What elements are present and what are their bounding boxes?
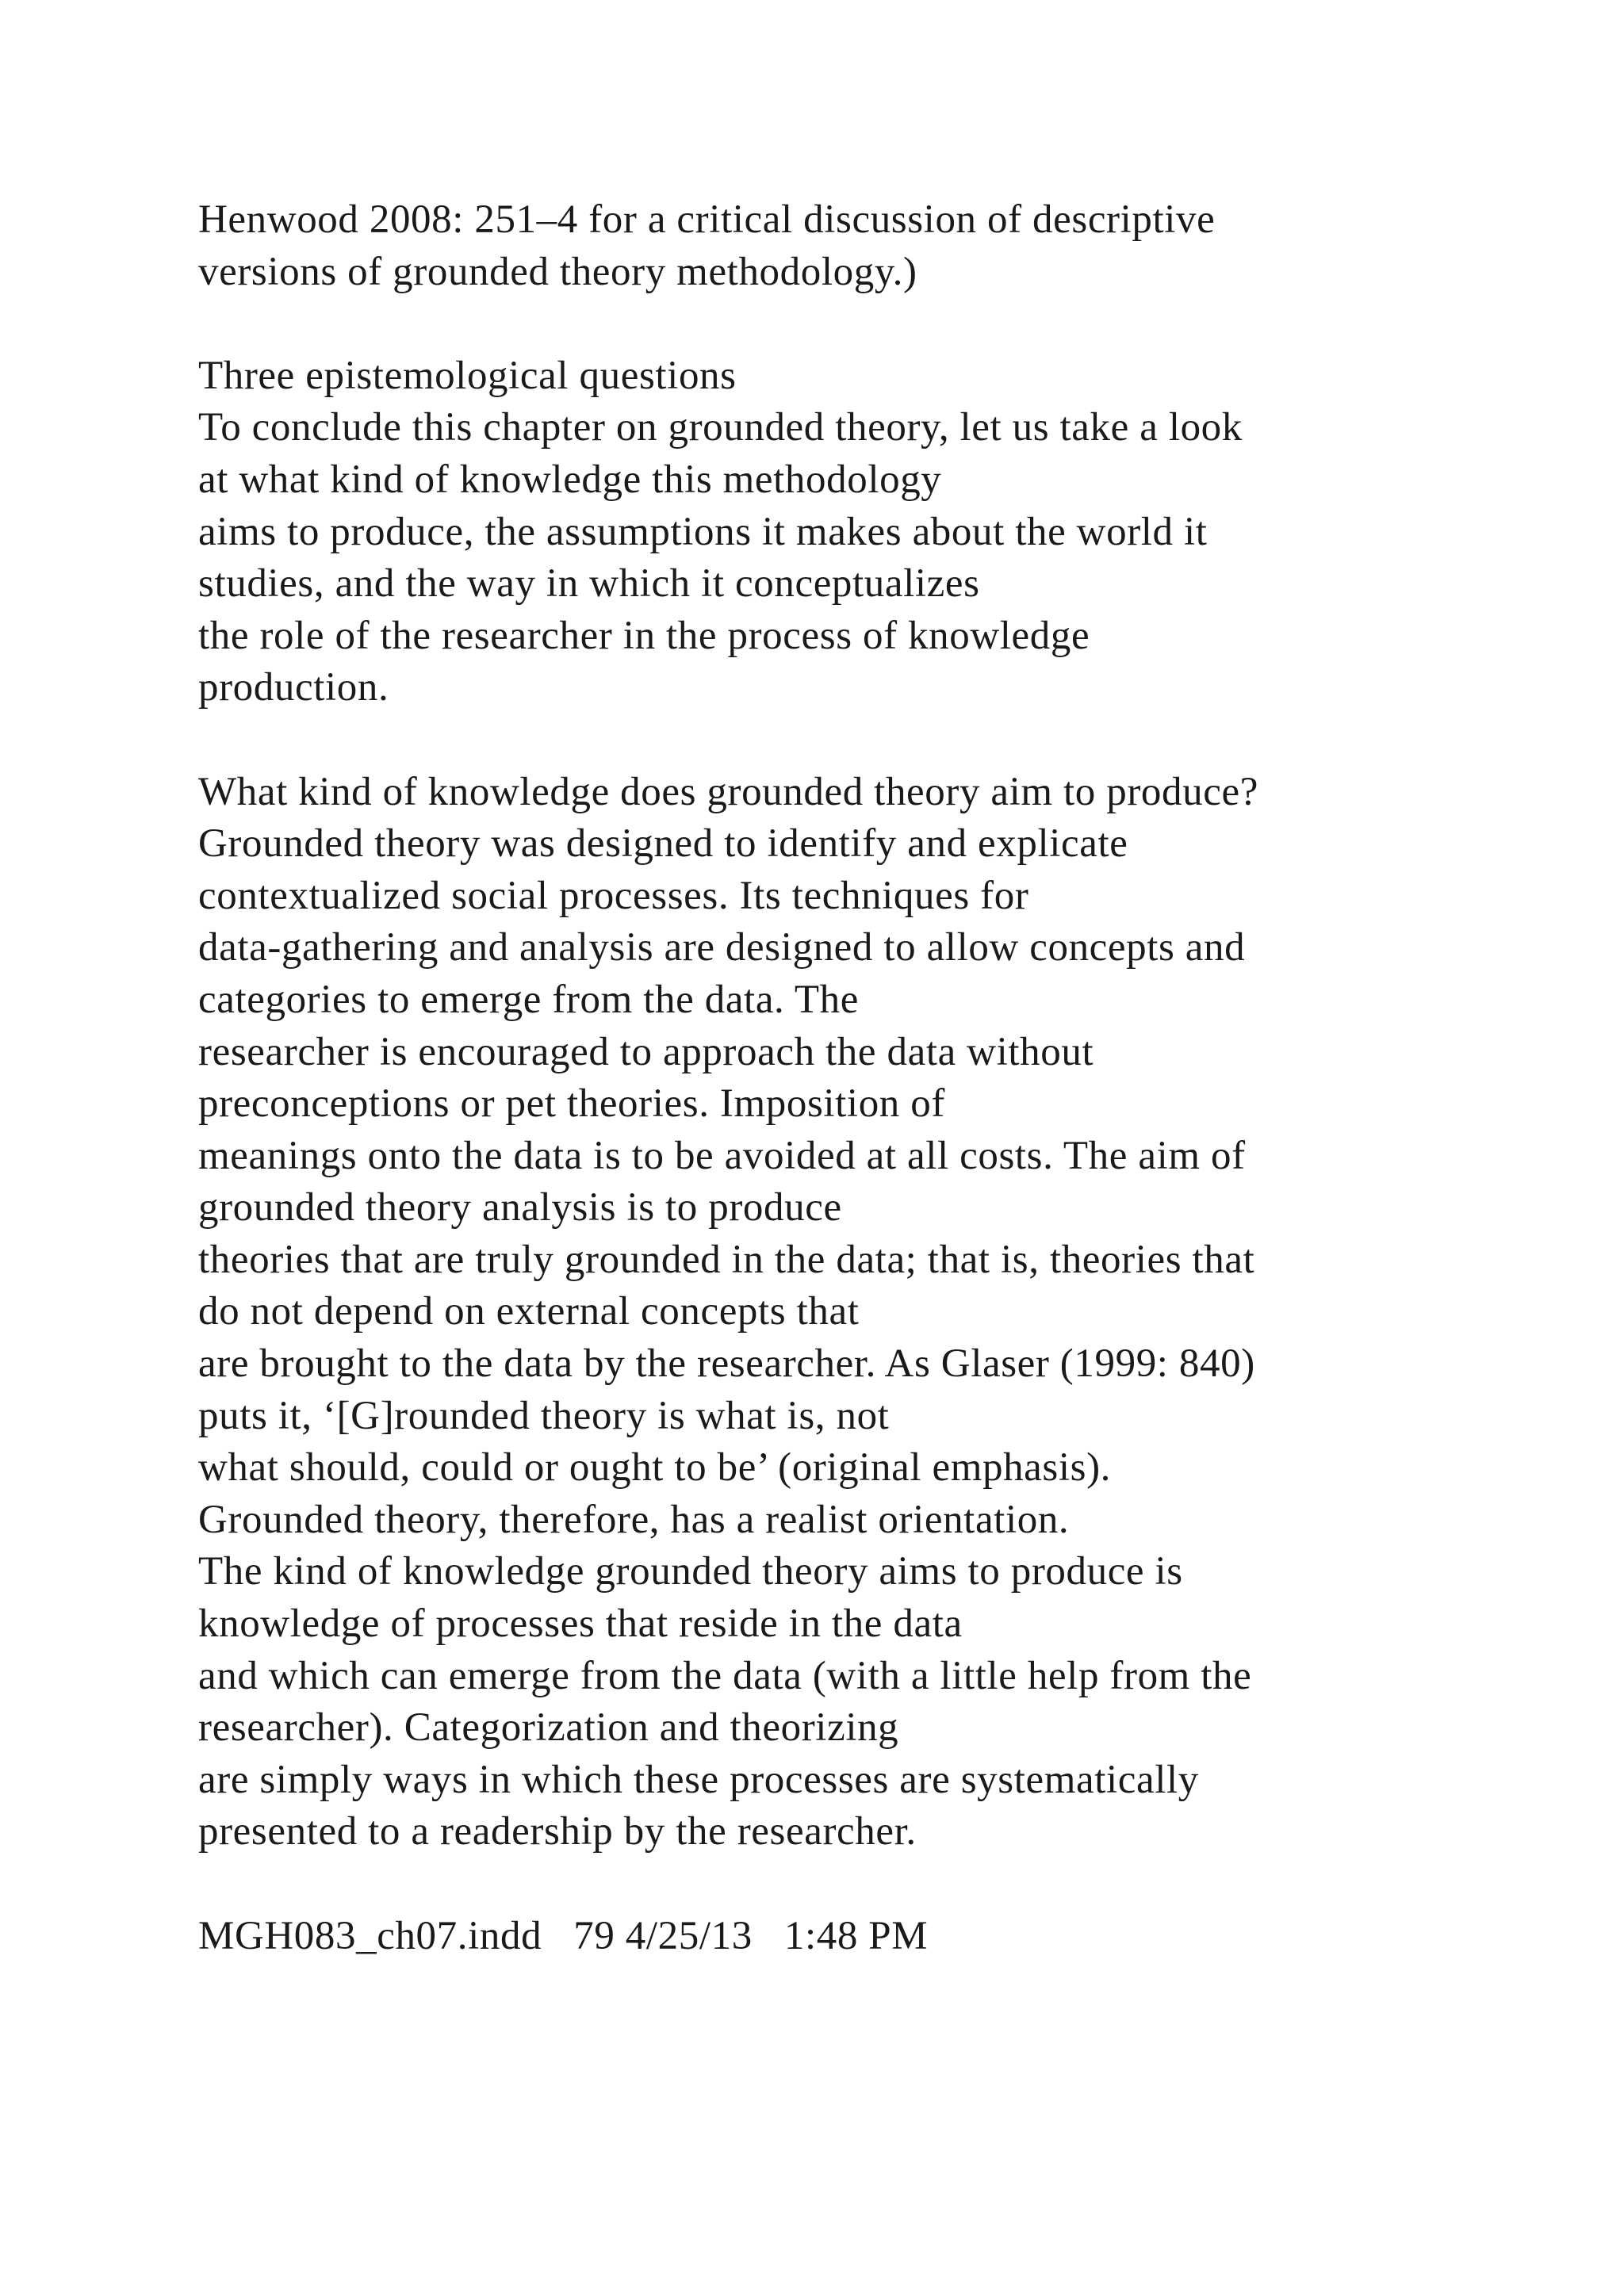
- intro-line: versions of grounded theory methodology.): [198, 249, 917, 294]
- body-line: do not depend on external concepts that: [198, 1289, 860, 1334]
- body-line: what should, could or ought to be’ (original emphasis).: [198, 1445, 1112, 1490]
- document-body: [198, 194, 1562, 1962]
- body-line: researcher is encouraged to approach the data without: [198, 1029, 1094, 1074]
- body-line: are simply ways in which these processes are systematically: [198, 1757, 1199, 1802]
- body-line: contextualized social processes. Its techniques for: [198, 873, 1029, 918]
- body-line: meanings onto the data is to be avoided at all costs. The aim of: [198, 1133, 1246, 1178]
- section-line: production.: [198, 665, 389, 710]
- body-line: grounded theory analysis is to produce: [198, 1185, 842, 1230]
- section-line: at what kind of knowledge this methodology: [198, 457, 942, 502]
- section-line: aims to produce, the assumptions it makes about the world it: [198, 509, 1208, 554]
- paragraph-spacer: [198, 298, 1562, 350]
- section-line: To conclude this chapter on grounded theory, let us take a look: [198, 405, 1243, 450]
- section-line: studies, and the way in which it conceptualizes: [198, 561, 980, 607]
- body-line: presented to a readership by the researcher.: [198, 1809, 917, 1854]
- body-line: knowledge of processes that reside in the data: [198, 1601, 963, 1647]
- body-line: puts it, ‘[G]rounded theory is what is, not: [198, 1393, 890, 1438]
- paragraph-spacer: [198, 1858, 1562, 1911]
- body-line: are brought to the data by the researcher. As Glaser (1999: 840): [198, 1341, 1255, 1387]
- body-line: data-gathering and analysis are designed to allow concepts and: [198, 925, 1246, 970]
- body-line: The kind of knowledge grounded theory aims to produce is: [198, 1549, 1183, 1594]
- body-line: Grounded theory was designed to identify and explicate: [198, 821, 1128, 867]
- body-line: Grounded theory, therefore, has a realist orientation.: [198, 1497, 1070, 1542]
- body-line: categories to emerge from the data. The: [198, 977, 859, 1022]
- intro-line: Henwood 2008: 251–4 for a critical discussion of descriptive: [198, 197, 1216, 242]
- body-line: preconceptions or pet theories. Imposition of: [198, 1081, 945, 1127]
- body-line: theories that are truly grounded in the data; that is, theories that: [198, 1237, 1255, 1282]
- section-heading: Three epistemological questions: [198, 353, 737, 398]
- section-line: the role of the researcher in the process of knowledge: [198, 613, 1090, 658]
- question-heading: What kind of knowledge does grounded theory aim to produce?: [198, 769, 1258, 814]
- print-footer: MGH083_ch07.indd 79 4/25/13 1:48 PM: [198, 1913, 929, 1958]
- body-line: and which can emerge from the data (with a little help from the: [198, 1653, 1252, 1698]
- paragraph-spacer: [198, 714, 1562, 767]
- body-line: researcher). Categorization and theorizing: [198, 1705, 899, 1751]
